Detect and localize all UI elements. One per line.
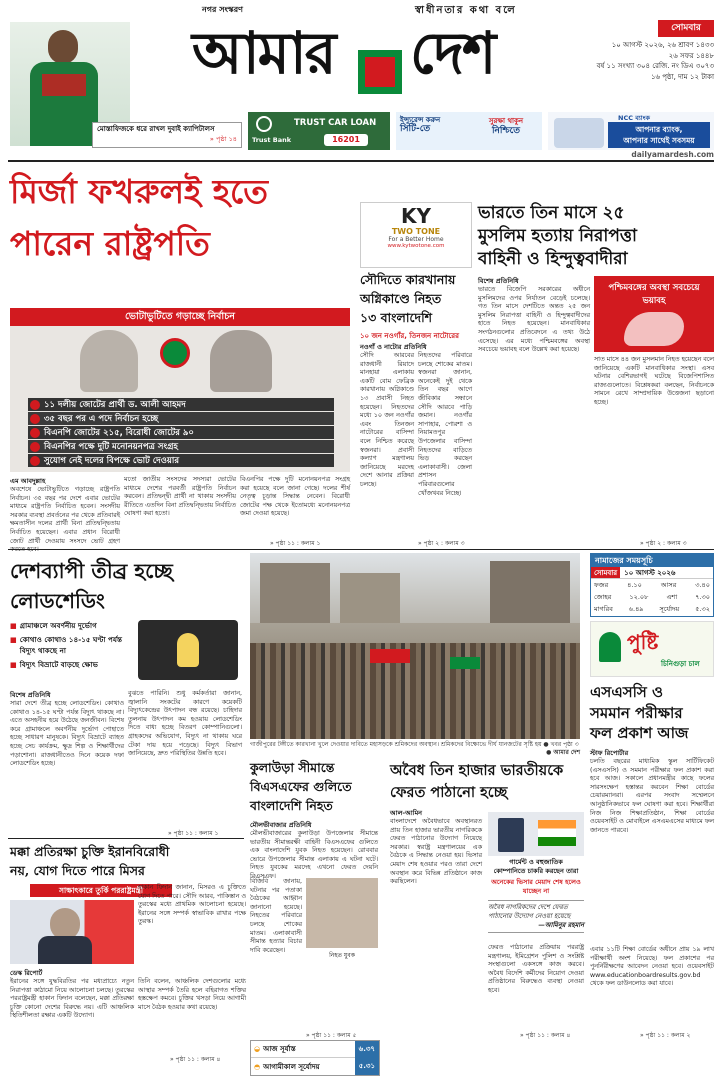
citi-line3: সুরক্ষা থাকুন xyxy=(488,117,524,125)
ky-logo: KY xyxy=(401,204,431,228)
fire-byline: নওগাঁ ও নাটোর প্রতিনিধি xyxy=(360,343,427,351)
fire-jump[interactable]: » পৃষ্ঠা ২ : কলাম ৩ xyxy=(418,540,465,547)
sunrise-label: আগামীকাল সূর্যোদয় xyxy=(263,1062,320,1071)
sunrise-icon: ◓ xyxy=(254,1062,261,1071)
trust-title: TRUST CAR LOAN xyxy=(294,118,377,128)
india-col-1: ভারতে বিজেপি সরকারের অধীনে মুসলিমদের ওপর নির্যাতন বেড়েই চলেছে। গত তিন মাসে দেশটিতে অন্তত ২৫ জন মুসলিম নিরাপত্তা বাহিনী ও হিন্দুত্ববাদীদের হাতে নিহত হয়েছেন। মানবাধিকার সংগঠনগুলোর প্রতিবেদনে এ তথ্য উঠে এসেছে। এর মধ্যে পশ্চিমবঙ্গের অবস্থা সবচেয়ে ভয়াবহ বলে উল্লেখ করা হয়েছে। xyxy=(478,286,590,354)
border-col-1: মৌলভীবাজারের কুলাউড়া উপজেলার সীমান্তে ভারতীয় সীমান্তরক্ষী বাহিনী বিএসএফের গুলিতে এক বাংলাদেশি যুবক নিহত হয়েছেন। রোববার ভোরে উপজেলার সীমান্ত এলাকায় এ ঘটনা ঘটে। নিহত যুবকের মরদেহ এখনো ফেরত দেয়নি বিএসএফ। xyxy=(250,830,378,880)
mecca-kicker: সাক্ষাৎকারে তুর্কি পররাষ্ট্রমন্ত্রী xyxy=(30,884,172,897)
photo-caption xyxy=(250,741,580,757)
ncc-line2: আপনার সাথেই সবসময় xyxy=(623,136,695,145)
border-headline-l1: কুলাউড়া সীমান্তে xyxy=(250,760,335,775)
prayer-title: নামাজের সময়সূচি xyxy=(591,554,713,567)
prayer-row: জোহর ১২.০৮ এশা ৭.৩০ xyxy=(594,593,710,601)
row-rule-2 xyxy=(8,838,244,839)
fire-headline-l3: ১৩ বাংলাদেশি xyxy=(360,310,433,325)
pushti-ad[interactable] xyxy=(590,621,714,677)
photo-caption-text: গাজীপুরের টঙ্গীতে কারখানা খুলে দেওয়ার দাবিতে মহাসড়কে শ্রমিকদের অবস্থান। শ্রমিকদের বিক্ষোভে দীর্ঘ যানজটের সৃষ্টি হয় ● খবর পৃষ্ঠা ৩ xyxy=(250,741,579,748)
load-bullet: ■ কোথাও কোথাও ১৪-১৫ ঘণ্টা পর্যন্ত বিদ্যুৎ থাকছে না xyxy=(10,635,123,655)
border-jump[interactable]: » পৃষ্ঠা ১১ : কলাম ৫ xyxy=(306,1032,357,1039)
row-rule-1 xyxy=(8,549,714,550)
india-headline[interactable] xyxy=(478,202,716,271)
city-insurance-ad[interactable] xyxy=(396,112,542,150)
lead-headline-l1: মির্জা ফখরুলই হতে xyxy=(10,172,269,211)
sunrise-value: ৫.৩১ xyxy=(355,1058,379,1075)
citi-line2: সিটি-তে xyxy=(400,124,431,134)
citi-line4: নিশ্চিতে xyxy=(491,126,521,136)
ncc-bank-ad[interactable] xyxy=(548,112,714,150)
pushin-quote xyxy=(488,900,584,933)
date-hijri: ২৬ সফর ১৪৪৮ xyxy=(668,51,714,60)
pushin-headline[interactable] xyxy=(390,760,586,804)
exam-byline: স্টাফ রিপোর্টার xyxy=(590,749,629,757)
mecca-headline-l2: নয়, যোগ দিতে পারে মিসর xyxy=(10,863,145,878)
sunset-label: আজ সূর্যাস্ত xyxy=(263,1045,296,1053)
india-box xyxy=(594,276,714,352)
trust-phone: 16201 xyxy=(324,134,368,146)
protest-photo[interactable] xyxy=(250,553,580,739)
lead-bullet: ১১ দলীয় জোটের প্রার্থী ড. আলী আহমদ xyxy=(28,398,334,411)
load-icon xyxy=(138,620,238,680)
fire-headline[interactable] xyxy=(360,270,472,327)
pushin-col-2: ফেরত পাঠানোর প্রক্রিয়ায় পররাষ্ট্র মন্ত্রণালয়, ইমিগ্রেশন পুলিশ ও সংশ্লিষ্ট সংস্থাগুলো একসঙ্গে কাজ করবে। অবৈধ বিদেশি কর্মীদের নিয়োগ দেওয়া প্রতিষ্ঠানের বিরুদ্ধেও ব্যবস্থা নেওয়া হবে। xyxy=(488,944,584,994)
india-headline-l1: ভারতে তিন মাসে ২৫ xyxy=(478,203,625,223)
exam-headline-l1: এসএসসি ও xyxy=(590,683,664,701)
load-col-1: সারা দেশে তীব্র হচ্ছে লোডশেডিং। কোথাও কোথাও ১৪-১৫ ঘণ্টা পর্যন্ত বিদ্যুৎ থাকছে না। এতে অসহনীয় হয়ে উঠেছে জনজীবন। বিশেষ করে গ্রামাঞ্চলে অবর্ণনীয় দুর্ভোগ পোহাতে হচ্ছে সাধারণ মানুষকে। বিদ্যুৎ বিভ্রাটে ব্যাহত হচ্ছে সেচ কার্যক্রম, ক্ষুদ্র শিল্প ও শিক্ষার্থীদের পড়াশোনা। রাজধানীতেও দিনে কয়েক দফা লোডশেডিং হচ্ছে। xyxy=(10,700,124,768)
exam-headline-l3: ফল প্রকাশ আজ xyxy=(590,724,689,742)
pushti-name: পুষ্টি xyxy=(627,630,659,654)
lead-headline[interactable] xyxy=(10,166,350,270)
sport-teaser[interactable] xyxy=(92,122,242,148)
load-headline-l1: দেশব্যাপী তীব্র হচ্ছে xyxy=(10,559,173,583)
border-col-2: বিজিবি জানায়, ঘটনার পর পতাকা বৈঠকের আহ্বান জানানো হয়েছে। নিহতের পরিবারে চলছে শোকের মাতম। এলাকাবাসী সীমান্ত হত্যার বিচার দাবি করেছেন। xyxy=(250,878,302,954)
lead-jump[interactable]: » পৃষ্ঠা ১১ : কলাম ১ xyxy=(270,540,321,547)
india-byline: বিশেষ প্রতিনিধি xyxy=(478,277,519,285)
border-headline[interactable] xyxy=(250,758,378,815)
india-jump[interactable]: » পৃষ্ঠা ২ : কলাম ৩ xyxy=(640,540,687,547)
masthead-name-left: আমার xyxy=(192,19,335,87)
weekday-badge: সোমবার xyxy=(658,20,714,37)
tagline: স্বাধীনতার কথা বলে xyxy=(415,5,517,16)
photo-credit: ● আমার দেশ xyxy=(546,749,580,756)
india-headline-l3: বাহিনী ও হিন্দুত্ববাদীরা xyxy=(478,249,628,269)
prayer-row: ফজর ৪.১০ আসর ৩.৪০ xyxy=(594,581,710,589)
ky-web: www.kytwotone.com xyxy=(387,243,445,249)
load-bullet: ■ বিদ্যুৎ বিভ্রাটে বাড়ছে ক্ষোভ xyxy=(10,660,98,669)
load-byline: বিশেষ প্রতিনিধি xyxy=(10,691,51,699)
masthead-name-right: দেশ xyxy=(410,19,495,87)
border-byline: মৌলভীবাজার প্রতিনিধি xyxy=(250,821,312,829)
lead-bullet: সুযোগ নেই দলের বিপক্ষে ভোট দেওয়ার xyxy=(28,454,334,467)
pushin-inset-l1: গার্মেন্ট ও বহুজাতিক xyxy=(509,858,563,866)
candidate-photo-left xyxy=(80,330,138,392)
lead-bullets xyxy=(28,398,334,467)
fire-headline-l1: সৌদিতে কারখানায় xyxy=(360,272,456,287)
exam-jump[interactable]: » পৃষ্ঠা ১১ : কলাম ২ xyxy=(640,1032,691,1039)
pushin-inset-l3: অনেকের ভিসার মেয়াদ শেষ হলেও যাচ্ছেন না xyxy=(491,878,581,895)
date-block xyxy=(560,40,714,82)
sport-teaser-page: » পৃষ্ঠা ১৪ xyxy=(209,135,237,143)
mecca-col-2: হাকান ফিদান জানান, মিসরও এ চুক্তিতে যোগ দিতে পারে। সৌদি আরব, পাকিস্তান ও তুরস্কের মধ্যে প্রাথমিক আলোচনা হয়েছে। ইরানের সঙ্গে সম্পর্ক স্বাভাবিক রাখার পক্ষে তুরস্ক। xyxy=(138,884,246,926)
lead-byline: এম আবদুল্লাহ xyxy=(10,477,46,485)
prayer-date: ১০ আগস্ট ২০২৬ xyxy=(624,569,676,577)
website[interactable]: dailyamardesh.com xyxy=(631,150,714,159)
victim-caption: নিহত যুবক xyxy=(329,952,355,959)
load-headline-l2: লোডশেডিং xyxy=(10,589,105,613)
lead-col-4: বিএনপির পক্ষে দুটি মনোনয়নপত্র সংগ্রহ করা হয়েছে বলে জানা গেছে। দলের শীর্ষ নেতৃত্ব চূড়ান্ত সিদ্ধান্ত নেবেন। বিরোধী জোটের পক্ষ থেকে ইতোমধ্যে মনোনয়নপত্র জমা দেওয়া হয়েছে। xyxy=(240,476,350,518)
pushin-quote-by: —আমিনুর রহমান xyxy=(538,921,584,929)
masthead-rule xyxy=(8,160,714,162)
parliament-emblem-icon xyxy=(160,338,190,368)
sun-box xyxy=(250,1040,380,1076)
pushin-inset-l2: কোম্পানিতে চাকরি করছেন তারা xyxy=(493,867,579,875)
pushin-headline-l1: অবৈধ তিন হাজার ভারতীয়কে xyxy=(390,762,564,779)
lead-kicker: ভোটাভুটিতে গড়াচ্ছে নির্বাচন xyxy=(10,308,350,326)
pushti-sub: চিনিগুড়া চাল xyxy=(661,660,700,668)
border-headline-l3: বাংলাদেশি নিহত xyxy=(250,798,333,813)
mecca-headline-l1: মক্কা প্রতিরক্ষা চুক্তি ইরানবিরোধী xyxy=(10,844,170,859)
victim-photo xyxy=(306,878,378,948)
load-jump[interactable]: » পৃষ্ঠা ১১ : কলাম ১ xyxy=(168,830,219,837)
lead-bullet: ৩৫ বছর পর এ পদে নির্বাচন হচ্ছে xyxy=(28,412,334,425)
sunset-value: ৬.৩৭ xyxy=(355,1041,379,1058)
pushti-logo-icon xyxy=(599,632,621,662)
exam-col-1: চলতি বছরের মাধ্যমিক স্কুল সার্টিফিকেট (এসএসসি) ও সমমান পরীক্ষার ফল প্রকাশ করা হবে আজ। সকালে প্রধানমন্ত্রীর কাছে ফলের সারসংক্ষেপ হস্তান্তর করবেন শিক্ষা বোর্ডের চেয়ারম্যানরা। এরপর সংবাদ সম্মেলনে আনুষ্ঠানিকভাবে ফল ঘোষণা করা হবে। শিক্ষার্থীরা নিজ নিজ শিক্ষাপ্রতিষ্ঠান, শিক্ষা বোর্ডের ওয়েবসাইট ও মোবাইলে এসএমএসের মাধ্যমে ফল জানতে পারবে। xyxy=(590,758,714,834)
ncc-logo: NCC ব্যাংক xyxy=(618,114,650,122)
border-headline-l2: বিএসএফের গুলিতে xyxy=(250,779,352,794)
ky-name: TWO TONE xyxy=(391,227,441,236)
exam-headline-l2: সমমান পরীক্ষার xyxy=(590,703,683,722)
fire-col-2: নিহতদের পরিবারে চলছে শোকের মাতম। স্বজনরা জানান, অনেকেই দুই থেকে তিন বছর আগে জীবিকার সন্ধানে সৌদি আরবে পাড়ি জমান। নওগাঁর সাপাহার, পোরশা ও নিয়ামতপুর উপজেলার বাসিন্দা নিহতদের বাড়িতে ভিড় করছেন এলাকাবাসী। জেলা প্রশাসন পরিবারগুলোর খোঁজখবর নিচ্ছে। xyxy=(418,352,472,497)
prayer-box xyxy=(590,553,714,617)
candidate-photo-right xyxy=(210,330,272,392)
load-headline[interactable] xyxy=(10,556,242,616)
trust-bank-name: Trust Bank xyxy=(252,136,292,144)
pushin-headline-l2: ফেরত পাঠানো হচ্ছে xyxy=(390,784,508,801)
trust-car-loan-ad[interactable] xyxy=(248,112,390,150)
trust-logo-icon xyxy=(256,116,272,132)
prayer-row: মাগরিব ৬.৪৯ সূর্যোদয় ৫.৩২ xyxy=(594,605,710,613)
mecca-col-3: তিনি বলেন, আঞ্চলিক দেশগুলোর মধ্যে আস্থার সম্পর্ক তৈরি হলে বহিরাগত শক্তির হস্তক্ষেপ কমবে। চুক্তির খসড়া নিয়ে আগামী মাসে বৈঠক হওয়ার কথা রয়েছে। xyxy=(138,978,246,1011)
exam-col-2: এবার ১১টি শিক্ষা বোর্ডের অধীনে প্রায় ১৯ লাখ পরীক্ষার্থী অংশ নিয়েছে। ফল প্রকাশের পর পুনর্নিরীক্ষণের আবেদন নেওয়া হবে। ওয়েবসাইট www.educationboardresults.gov.bd থেকে ফল ডাউনলোড করা যাবে। xyxy=(590,946,714,988)
load-col-2: বুঝতে পারিনি। শুধু কর্মকর্তারা জানান, জ্বালানি সংকটের কারণে কয়েকটি বিদ্যুৎকেন্দ্রের উৎপাদন বন্ধ রয়েছে। চাহিদার তুলনায় উৎপাদন কম হওয়ায় লোডশেডিং দিতে বাধ্য হচ্ছে বিতরণ কোম্পানিগুলো। গ্রাহকদের অভিযোগ, বিদ্যুৎ না থাকায় ঘরে টেকা দায় হয়ে পড়েছে। বিদ্যুৎ বিভাগ জানিয়েছে, দ্রুত পরিস্থিতির উন্নতি হবে। xyxy=(128,690,242,758)
minister-photo xyxy=(10,900,134,964)
lead-col-3: মতো জাতীয় সংসদের সদস্যরা ভোটের মাধ্যমে দেশের পরবর্তী রাষ্ট্রপতি নির্বাচন করবেন। প্রতিদ্বন্দ্বী প্রার্থী না থাকায় সংসদীয় রীতিতে এতদিন বিনা প্রতিদ্বন্দ্বিতায় নির্বাচিত ঘোষণা করা হতো। xyxy=(124,476,236,518)
lead-bullet: বিএনপির পক্ষে দুটি মনোনয়নপত্র সংগ্রহ xyxy=(28,440,334,453)
pushin-jump[interactable]: » পৃষ্ঠা ১১ : কলাম ৪ xyxy=(520,1032,571,1039)
india-box-text: পশ্চিমবঙ্গের অবস্থা সবচেয়ে ভয়াবহ xyxy=(608,283,700,306)
india-col-3: সাত মাসে ৪৪ জন মুসলমান নিহত হয়েছেন বলে জানিয়েছে একটি মানবাধিকার সংস্থা। এসব ঘটনার বেশিরভাগই ঘটেছে বিজেপিশাসিত রাজ্যগুলোতে। বিশ্লেষকরা বলছেন, নির্বাচনকে সামনে রেখে সাম্প্রদায়িক উত্তেজনা ছড়ানো হচ্ছে। xyxy=(594,356,714,406)
pages-price: ১৬ পৃষ্ঠা, দাম ১২ টাকা xyxy=(650,72,714,81)
fire-col-1: সৌদি আরবের রাজধানী রিয়াদে মানহায়া এলাকায় একটি বোম ফেব্রিক কারখানায় অগ্নিকাণ্ডে ১৩ প্রবাসী নিহত হয়েছেন। নিহতদের মধ্যে ১০ জন নওগাঁর এবং তিনজন নাটোরের বাসিন্দা বলে নিশ্চিত করেছে স্বজনরা। প্রবাসী কল্যাণ মন্ত্রণালয় জানিয়েছে মরদেহ দেশে আনার প্রক্রিয়া চলছে। xyxy=(360,352,414,488)
load-bullet: ■ গ্রামাঞ্চলে অবর্ণনীয় দুর্ভোগ xyxy=(10,621,97,630)
pushin-col-1: বাংলাদেশে অবৈধভাবে অবস্থানরত প্রায় তিন হাজার ভারতীয় নাগরিককে ফেরত পাঠানোর উদ্যোগ নিয়েছে সরকার। স্বরাষ্ট্র মন্ত্রণালয়ের এক বৈঠকে এ সিদ্ধান্ত নেওয়া হয়। ভিসার মেয়াদ শেষ হওয়ার পরও তারা দেশে অবস্থান করে বিভিন্ন প্রতিষ্ঠানে কাজ করছিলেন। xyxy=(390,818,482,886)
india-map-icon xyxy=(624,312,684,346)
pushin-byline: আল-আমিন xyxy=(390,809,423,817)
citi-line1: ইন্স্যুরেন্স করুন xyxy=(400,116,441,124)
lead-headline-l2: পারেন রাষ্ট্রপতি xyxy=(10,224,210,263)
fire-sub: ১০ জন নওগাঁর, তিনজন নাটোরের xyxy=(360,332,459,340)
ncc-line1: আপনার ব্যাংক, xyxy=(635,125,683,134)
mecca-byline: ডেস্ক রিপোর্ট xyxy=(10,969,43,977)
ky-tag: For a Better Home xyxy=(388,236,444,243)
pushin-inset xyxy=(488,858,584,896)
mecca-jump[interactable]: » পৃষ্ঠা ১১ : কলাম ৪ xyxy=(170,1056,221,1063)
india-headline-l2: মুসলিম হত্যায় নিরাপত্তা xyxy=(478,226,637,246)
pushin-quote-text: অবৈধ নাগরিকদের দেশে ফেরত পাঠানোর উদ্যোগ নেওয়া হয়েছে xyxy=(488,903,571,920)
masthead-red-square xyxy=(358,50,402,94)
lead-photo-panel xyxy=(10,308,350,472)
lead-col-1: অবশেষে ভোটাভুটিতে গড়াচ্ছে রাষ্ট্রপতি নির্বাচন। ৩৫ বছর পর দেশে এবার ভোটের মাধ্যমে রাষ্ট্রপতি নির্বাচিত হবেন। সংসদীয় সরকার ব্যবস্থা প্রবর্তনের পর থেকে প্রতিবারই ক্ষমতাসীন দলের প্রার্থী বিনা প্রতিদ্বন্দ্বিতায় নির্বাচিত হয়েছেন। এবার প্রধান বিরোধী জোট প্রার্থী দেওয়ায় সংসদে ভোট গ্রহণ xyxy=(10,486,120,545)
fire-headline-l2: অগ্নিকাণ্ডে নিহত xyxy=(360,291,442,306)
passport-image xyxy=(488,812,584,856)
mecca-headline[interactable] xyxy=(10,842,246,880)
date-gregorian-bangla: ১০ আগস্ট ২০২৬, ২৬ শ্রাবণ ১৪৩৩ xyxy=(611,41,714,49)
load-bullets xyxy=(10,620,132,670)
prayer-table xyxy=(591,579,713,615)
sunset-icon: ◒ xyxy=(254,1045,261,1053)
ky-two-tone-ad[interactable] xyxy=(360,202,472,268)
prayer-day: সোমবার xyxy=(591,567,620,578)
masthead xyxy=(0,0,720,159)
exam-headline[interactable] xyxy=(590,682,714,744)
mecca-col-1: ইরানের সঙ্গে যুদ্ধবিরতির পর মধ্যপ্রাচ্যে নতুন নিরাপত্তা কাঠামো নিয়ে আলোচনা চলছে। তুরস্কের পররাষ্ট্রমন্ত্রী হাকান ফিদান বলেছেন, মক্কা প্রতিরক্ষা চুক্তি কোনো দেশের বিরুদ্ধে নয়। এটি আঞ্চলিক স্থিতিশীলতা রক্ষার একটি উদ্যোগ। xyxy=(10,978,134,1020)
edition-label: নগর সংস্করণ xyxy=(202,5,243,14)
lead-bullet: বিএনপি জোটের ২১৫, বিরোধী জোটের ৯০ xyxy=(28,426,334,439)
sport-teaser-text: মোস্তাফিজকে ধরে রাখল দুবাই ক্যাপিটালস xyxy=(97,125,215,133)
issue-line: বর্ষ ১১ সংখ্যা ৩০৪ রেজি. নং ডিএ ৩০৭৩ xyxy=(596,62,714,70)
